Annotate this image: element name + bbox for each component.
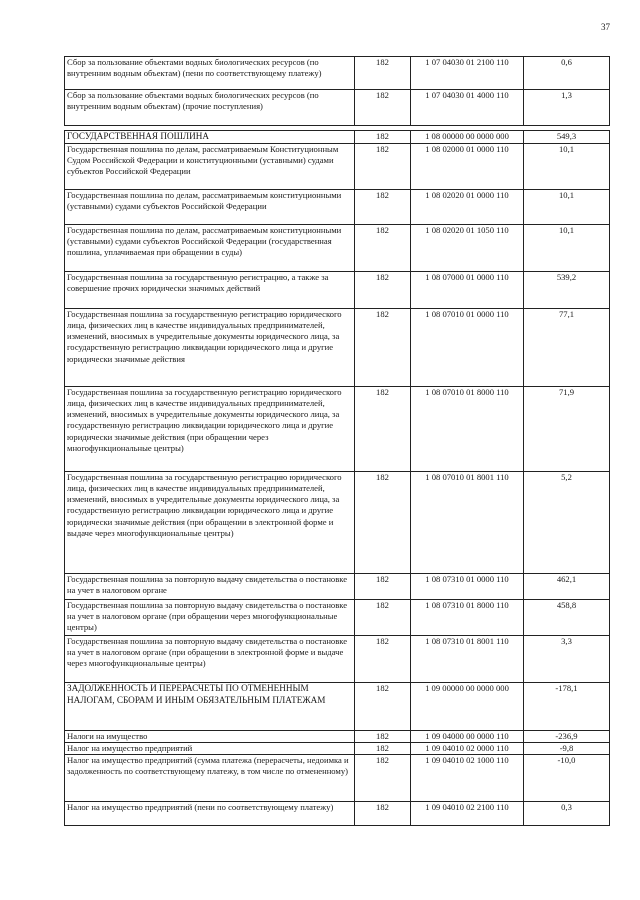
row-name: Государственная пошлина за государственную регистрацию юридического лица, физических лиц в качестве индивидуальных предпринимателей, изменений, вносимых в учредительные документы юридического лица, за государственную регистрацию ликвидации юридического лица и другие юридически значимые действия (при обращении через многофункциональные центры)	[65, 386, 355, 471]
row-name: Налог на имущество предприятий (пени по соответствующему платежу)	[65, 802, 355, 826]
row-budget-code: 1 08 07010 01 8000 110	[411, 386, 524, 471]
row-budget-code: 1 07 04030 01 4000 110	[411, 90, 524, 126]
row-name: Сбор за пользование объектами водных биологических ресурсов (по внутренним водным объектам) (пени по соответствующему платежу)	[65, 57, 355, 90]
row-budget-code: 1 08 07310 01 8000 110	[411, 599, 524, 635]
row-budget-code: 1 08 00000 00 0000 000	[411, 131, 524, 144]
table-row	[65, 743, 610, 755]
table-row	[65, 471, 610, 573]
table-row	[65, 189, 610, 224]
row-amount: 3,3	[524, 635, 610, 682]
row-amount: 1,3	[524, 90, 610, 126]
table-body	[65, 57, 610, 826]
row-budget-code: 1 09 04000 00 0000 110	[411, 730, 524, 742]
row-amount: -178,1	[524, 682, 610, 730]
row-name: Государственная пошлина за государственную регистрацию юридического лица, физических лиц в качестве индивидуальных предпринимателей, изменений, вносимых в учредительные документы юридического лица, за государственную регистрацию ликвидации юридического лица и другие юридически значимые действия	[65, 308, 355, 386]
table-row	[65, 635, 610, 682]
row-amount: 462,1	[524, 573, 610, 599]
row-admin-code: 182	[355, 599, 411, 635]
row-name: ГОСУДАРСТВЕННАЯ ПОШЛИНА	[65, 131, 355, 144]
row-amount: 539,2	[524, 271, 610, 308]
row-admin-code: 182	[355, 755, 411, 802]
row-amount: 10,1	[524, 224, 610, 271]
row-budget-code: 1 07 04030 01 2100 110	[411, 57, 524, 90]
table-row	[65, 802, 610, 826]
row-admin-code: 182	[355, 189, 411, 224]
table-row	[65, 386, 610, 471]
row-name: Налог на имущество предприятий	[65, 743, 355, 755]
row-budget-code: 1 09 04010 02 2100 110	[411, 802, 524, 826]
row-admin-code: 182	[355, 471, 411, 573]
row-amount: -10,0	[524, 755, 610, 802]
table-row	[65, 599, 610, 635]
row-amount: 0,6	[524, 57, 610, 90]
row-admin-code: 182	[355, 271, 411, 308]
table-row	[65, 573, 610, 599]
row-name: Сбор за пользование объектами водных биологических ресурсов (по внутренним водным объектам) (прочие поступления)	[65, 90, 355, 126]
row-admin-code: 182	[355, 635, 411, 682]
table-row	[65, 90, 610, 126]
row-admin-code: 182	[355, 802, 411, 826]
row-name: Государственная пошлина по делам, рассматриваемым конституционными (уставными) судами субъектов Российской Федерации	[65, 189, 355, 224]
table-row	[65, 682, 610, 730]
row-amount: 10,1	[524, 143, 610, 189]
row-admin-code: 182	[355, 57, 411, 90]
row-amount: 5,2	[524, 471, 610, 573]
table-row	[65, 730, 610, 742]
row-budget-code: 1 08 02000 01 0000 110	[411, 143, 524, 189]
row-admin-code: 182	[355, 308, 411, 386]
row-name: Государственная пошлина по делам, рассматриваемым конституционными (уставными) судами субъектов Российской Федерации (государственная пошлина, уплачиваемая при обращении в суды)	[65, 224, 355, 271]
table-row	[65, 131, 610, 144]
row-amount: -9,8	[524, 743, 610, 755]
row-amount: 549,3	[524, 131, 610, 144]
row-admin-code: 182	[355, 573, 411, 599]
row-admin-code: 182	[355, 386, 411, 471]
row-budget-code: 1 08 07010 01 0000 110	[411, 308, 524, 386]
row-admin-code: 182	[355, 143, 411, 189]
row-budget-code: 1 09 04010 02 0000 110	[411, 743, 524, 755]
row-admin-code: 182	[355, 743, 411, 755]
page-number: 37	[601, 22, 610, 32]
table-row	[65, 755, 610, 802]
row-name: Государственная пошлина за повторную выдачу свидетельства о постановке на учет в налоговом органе (при обращении в электронной форме и выдаче через многофункциональные центры)	[65, 635, 355, 682]
table-row	[65, 224, 610, 271]
row-name: Налоги на имущество	[65, 730, 355, 742]
row-amount: 77,1	[524, 308, 610, 386]
table-row	[65, 271, 610, 308]
row-admin-code: 182	[355, 224, 411, 271]
row-budget-code: 1 08 07310 01 0000 110	[411, 573, 524, 599]
row-amount: 71,9	[524, 386, 610, 471]
row-budget-code: 1 08 07000 01 0000 110	[411, 271, 524, 308]
row-amount: 10,1	[524, 189, 610, 224]
table-row	[65, 308, 610, 386]
table-row	[65, 143, 610, 189]
row-name: Государственная пошлина за повторную выдачу свидетельства о постановке на учет в налоговом органе	[65, 573, 355, 599]
row-name: Государственная пошлина за государственную регистрацию, а также за совершение прочих юридически значимых действий	[65, 271, 355, 308]
row-name: Государственная пошлина за государственную регистрацию юридического лица, физических лиц в качестве индивидуальных предпринимателей, изменений, вносимых в учредительные документы юридического лица, за государственную регистрацию ликвидации юридического лица и другие юридически значимые действия (при обращении в электронной форме и выдаче через многофункциональные центры)	[65, 471, 355, 573]
row-amount: 458,8	[524, 599, 610, 635]
row-name: Налог на имущество предприятий (сумма платежа (перерасчеты, недоимка и задолженность по соответствующему платежу, в том числе по отмененному)	[65, 755, 355, 802]
row-admin-code: 182	[355, 131, 411, 144]
row-budget-code: 1 08 07310 01 8001 110	[411, 635, 524, 682]
row-admin-code: 182	[355, 90, 411, 126]
row-amount: -236,9	[524, 730, 610, 742]
row-name: ЗАДОЛЖЕННОСТЬ И ПЕРЕРАСЧЕТЫ ПО ОТМЕНЕННЫМ НАЛОГАМ, СБОРАМ И ИНЫМ ОБЯЗАТЕЛЬНЫМ ПЛАТЕЖАМ	[65, 682, 355, 730]
budget-revenue-table	[64, 56, 610, 826]
row-budget-code: 1 09 00000 00 0000 000	[411, 682, 524, 730]
row-admin-code: 182	[355, 730, 411, 742]
table-row	[65, 57, 610, 90]
row-budget-code: 1 08 02020 01 1050 110	[411, 224, 524, 271]
row-amount: 0,3	[524, 802, 610, 826]
row-budget-code: 1 08 02020 01 0000 110	[411, 189, 524, 224]
row-name: Государственная пошлина за повторную выдачу свидетельства о постановке на учет в налоговом органе (при обращении через многофункциональные центры)	[65, 599, 355, 635]
row-budget-code: 1 08 07010 01 8001 110	[411, 471, 524, 573]
row-budget-code: 1 09 04010 02 1000 110	[411, 755, 524, 802]
row-name: Государственная пошлина по делам, рассматриваемым Конституционным Судом Российской Федерации и конституционными (уставными) судами субъектов Российской Федерации	[65, 143, 355, 189]
row-admin-code: 182	[355, 682, 411, 730]
